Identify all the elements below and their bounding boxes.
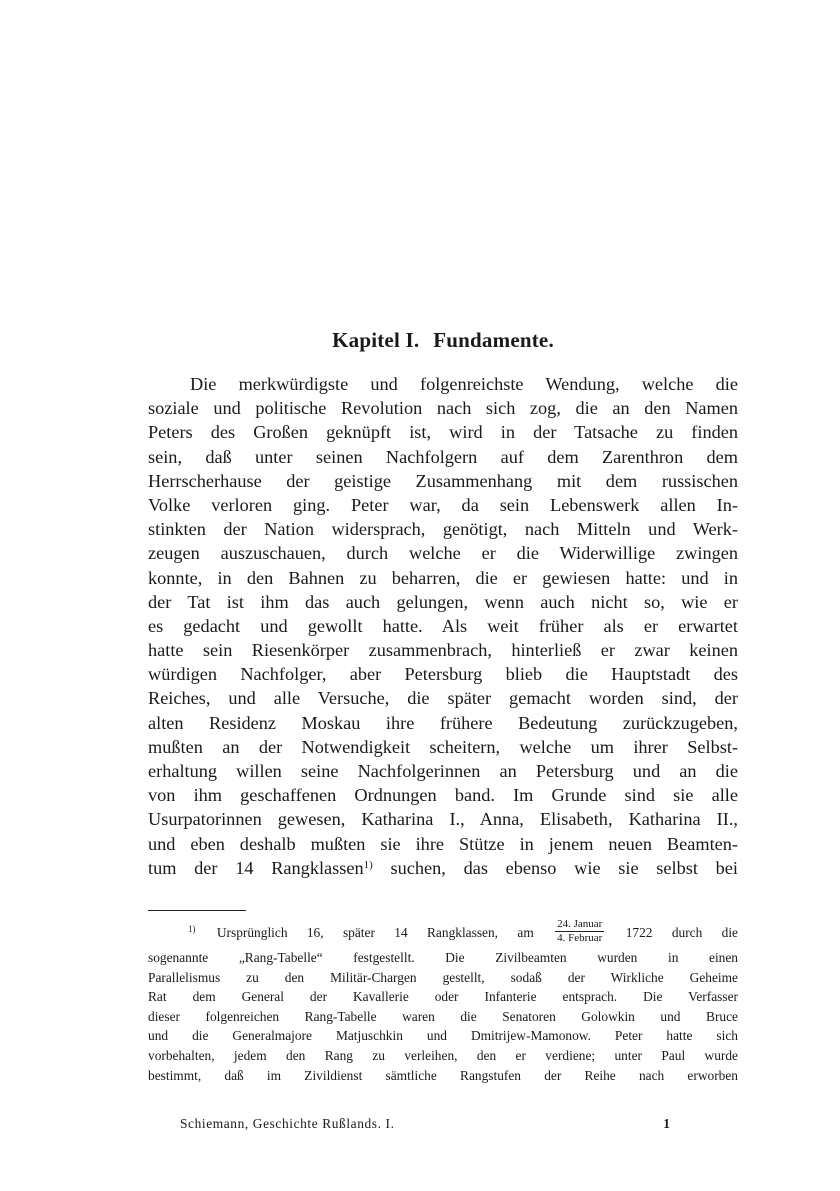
fraction-denominator: 4. Februar bbox=[557, 932, 603, 945]
chapter-title: Fundamente. bbox=[433, 328, 554, 352]
body-line: Die merkwürdigste und folgenreichste Wendung, welche die bbox=[190, 374, 738, 394]
main-paragraph bbox=[148, 372, 738, 880]
body-line: zeugen auszuschauen, durch welche er die Widerwillige zwingen bbox=[148, 543, 738, 564]
body-line: von ihm geschaffenen Ordnungen band. Im Grunde sind sie alle bbox=[148, 785, 738, 806]
body-line: stinkten der Nation widersprach, genötigt, nach Mitteln und Werk- bbox=[148, 519, 738, 540]
footnote-line-first bbox=[148, 918, 738, 948]
footnote-mark: 1) bbox=[188, 924, 196, 934]
footnote-line: sogenannte „Rang-Tabelle“ festgestellt. Die Zivilbeamten wurden in einen bbox=[148, 950, 738, 965]
body-line: Reiches, und alle Versuche, die später gemacht worden sind, der bbox=[148, 688, 738, 709]
footnote-separator bbox=[148, 910, 246, 911]
body-line: und eben deshalb mußten sie ihre Stütze in jenem neuen Beamten- bbox=[148, 833, 738, 854]
fraction-numerator: 24. Januar bbox=[557, 918, 603, 931]
footnote bbox=[148, 918, 738, 1085]
body-line: mußten an der Notwendigkeit scheitern, welche um ihrer Selbst- bbox=[148, 736, 738, 757]
last-line-end: suchen, das ebenso wie sie selbst bei bbox=[372, 857, 739, 878]
body-line: sein, daß unter seinen Nachfolgern auf dem Zarenthron dem bbox=[148, 446, 738, 467]
chapter-label: Kapitel I. bbox=[332, 328, 420, 352]
body-line: würdigen Nachfolger, aber Petersburg blieb die Hauptstadt des bbox=[148, 664, 738, 685]
body-line: Volke verloren ging. Peter war, da sein Lebenswerk allen In- bbox=[148, 494, 738, 515]
footnote-line: und die Generalmajore Matjuschkin und Dmitrijew-Mamonow. Peter hatte sich bbox=[148, 1028, 738, 1044]
last-line-start: tum der 14 Rangklassen bbox=[148, 857, 364, 878]
sheet-signature bbox=[180, 1116, 670, 1132]
body-line: soziale und politische Revolution nach sich zog, die an den Namen bbox=[148, 398, 738, 419]
footnote-line: Rat dem General der Kavallerie oder Infanterie entsprach. Die Verfasser bbox=[148, 989, 738, 1005]
body-line: hatte sein Riesenkörper zusammenbrach, hinterließ er zwar keinen bbox=[148, 640, 738, 661]
body-line: Peters des Großen geknüpft ist, wird in der Tatsache zu finden bbox=[148, 422, 738, 443]
body-line: konnte, in den Bahnen zu beharren, die er gewiesen hatte: und in bbox=[148, 567, 738, 588]
footnote-first-text: Ursprünglich 16, später 14 Rangklassen, am bbox=[216, 925, 534, 940]
body-line-last bbox=[148, 856, 738, 880]
footnote-line: dieser folgenreichen Rang-Tabelle waren die Senatoren Golowkin und Bruce bbox=[148, 1008, 738, 1024]
footnote-line: Parallelismus zu den Militär-Chargen gestellt, sodaß der Wirkliche Geheime bbox=[148, 969, 738, 985]
date-fraction bbox=[555, 919, 604, 944]
body-line: Herrscherhause der geistige Zusammenhang mit dem russischen bbox=[148, 470, 738, 491]
footnote-reference[interactable]: 1) bbox=[363, 858, 373, 871]
sheet-number: 1 bbox=[663, 1116, 670, 1131]
footnote-first-text-end: 1722 durch die bbox=[625, 925, 739, 940]
body-line: Usurpatorinnen gewesen, Katharina I., Anna, Elisabeth, Katharina II., bbox=[148, 809, 738, 830]
body-line: alten Residenz Moskau ihre frühere Bedeutung zurückzugeben, bbox=[148, 712, 738, 733]
body-line: der Tat ist ihm das auch gelungen, wenn auch nicht so, wie er bbox=[148, 591, 738, 612]
footnote-line: bestimmt, daß im Zivildienst sämtliche Rangstufen der Reihe nach erworben bbox=[148, 1067, 738, 1083]
body-line: es gedacht und gewollt hatte. Als weit früher als er erwartet bbox=[148, 615, 738, 636]
signature-text: Schiemann, Geschichte Rußlands. I. bbox=[180, 1116, 395, 1131]
body-line: erhaltung willen seine Nachfolgerinnen an Petersburg und an die bbox=[148, 761, 738, 781]
book-page bbox=[148, 0, 738, 1191]
footnote-line: vorbehalten, jedem den Rang zu verleihen, den er verdiene; unter Paul wurde bbox=[148, 1047, 738, 1063]
chapter-heading bbox=[148, 328, 738, 353]
